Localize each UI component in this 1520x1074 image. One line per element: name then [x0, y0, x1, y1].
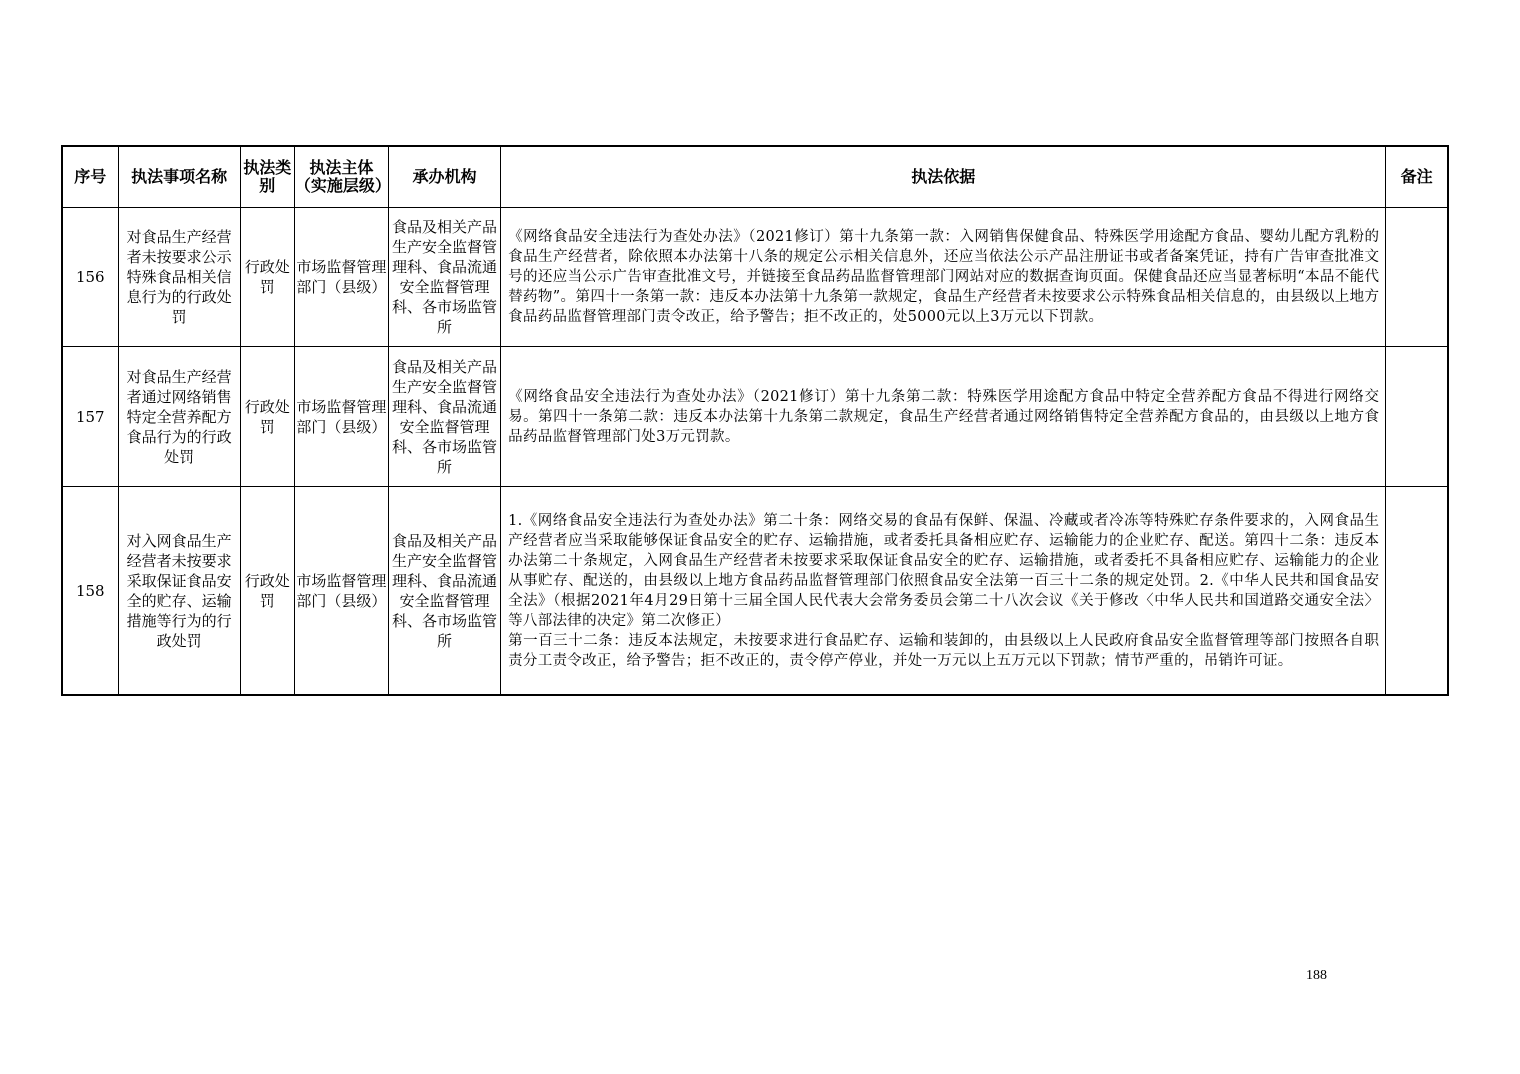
cell-seq: 158 — [62, 487, 118, 696]
cell-basis: 《网络食品安全违法行为查处办法》（2021修订）第十九条第二款：特殊医学用途配方食品中特定全营养配方食品不得进行网络交易。第四十一条第二款：违反本办法第十九条第二款规定，食品生产经营者通过网络销售特定全营养配方食品的，由县级以上地方食品药品监督管理部门处3万元罚款。 — [501, 347, 1386, 487]
cell-basis — [501, 487, 1386, 696]
cell-org: 食品及相关产品生产安全监督管理科、食品流通安全监督管理科、各市场监管所 — [388, 347, 500, 487]
enforcement-items-table — [61, 145, 1449, 696]
header-category: 执法类别 — [240, 146, 294, 208]
cell-org: 食品及相关产品生产安全监督管理科、食品流通安全监督管理科、各市场监管所 — [388, 208, 500, 347]
header-body: 执法主体（实施层级） — [294, 146, 388, 208]
cell-name: 对食品生产经营者未按要求公示特殊食品相关信息行为的行政处罚 — [118, 208, 240, 347]
cell-note — [1386, 487, 1448, 696]
basis-paragraph: 1.《网络食品安全违法行为查处办法》第二十条：网络交易的食品有保鲜、保温、冷藏或者冷冻等特殊贮存条件要求的，入网食品生产经营者应当采取能够保证食品安全的贮存、运输措施，或者委托具备相应贮存、运输能力的企业贮存、配送。第四十二条：违反本办法第二十条规定，入网食品生产经营者未按要求采取保证食品安全的贮存、运输措施，或者委托不具备相应贮存、运输能力的企业从事贮存、配送的，由县级以上地方食品药品监督管理部门依照食品安全法第一百三十二条的规定处罚。2.《中华人民共和国食品安全法》（根据2021年4月29日第十三届全国人民代表大会常务委员会第二十八次会议《关于修改〈中华人民共和国道路交通安全法〉等八部法律的决定》第二次修正） — [508, 512, 1380, 629]
table-row — [62, 347, 1448, 487]
cell-category: 行政处罚 — [240, 347, 294, 487]
cell-seq: 156 — [62, 208, 118, 347]
page-number: 188 — [1306, 968, 1327, 983]
table-header-row — [62, 146, 1448, 208]
cell-name: 对食品生产经营者通过网络销售特定全营养配方食品行为的行政处罚 — [118, 347, 240, 487]
cell-category: 行政处罚 — [240, 208, 294, 347]
basis-paragraph: 第一百三十二条：违反本法规定，未按要求进行食品贮存、运输和装卸的，由县级以上人民政府食品安全监督管理等部门按照各自职责分工责令改正，给予警告；拒不改正的，责令停产停业，并处一万元以上五万元以下罚款；情节严重的，吊销许可证。 — [508, 632, 1380, 669]
cell-body: 市场监督管理部门（县级） — [294, 487, 388, 696]
cell-name: 对入网食品生产经营者未按要求采取保证食品安全的贮存、运输措施等行为的行政处罚 — [118, 487, 240, 696]
cell-note — [1386, 347, 1448, 487]
cell-body: 市场监督管理部门（县级） — [294, 208, 388, 347]
header-seq: 序号 — [62, 146, 118, 208]
table-row — [62, 487, 1448, 696]
cell-note — [1386, 208, 1448, 347]
header-note: 备注 — [1386, 146, 1448, 208]
cell-seq: 157 — [62, 347, 118, 487]
header-basis: 执法依据 — [501, 146, 1386, 208]
header-name: 执法事项名称 — [118, 146, 240, 208]
cell-org: 食品及相关产品生产安全监督管理科、食品流通安全监督管理科、各市场监管所 — [388, 487, 500, 696]
cell-category: 行政处罚 — [240, 487, 294, 696]
cell-body: 市场监督管理部门（县级） — [294, 347, 388, 487]
cell-basis: 《网络食品安全违法行为查处办法》（2021修订）第十九条第一款：入网销售保健食品、特殊医学用途配方食品、婴幼儿配方乳粉的食品生产经营者，除依照本办法第十八条的规定公示相关信息外，还应当依法公示产品注册证书或者备案凭证，持有广告审查批准文号的还应当公示广告审查批准文号，并链接至食品药品监督管理部门网站对应的数据查询页面。保健食品还应当显著标明“本品不能代替药物”。第四十一条第一款：违反本办法第十九条第一款规定，食品生产经营者未按要求公示特殊食品相关信息的，由县级以上地方食品药品监督管理部门责令改正，给予警告；拒不改正的，处5000元以上3万元以下罚款。 — [501, 208, 1386, 347]
header-org: 承办机构 — [388, 146, 500, 208]
table-row — [62, 208, 1448, 347]
